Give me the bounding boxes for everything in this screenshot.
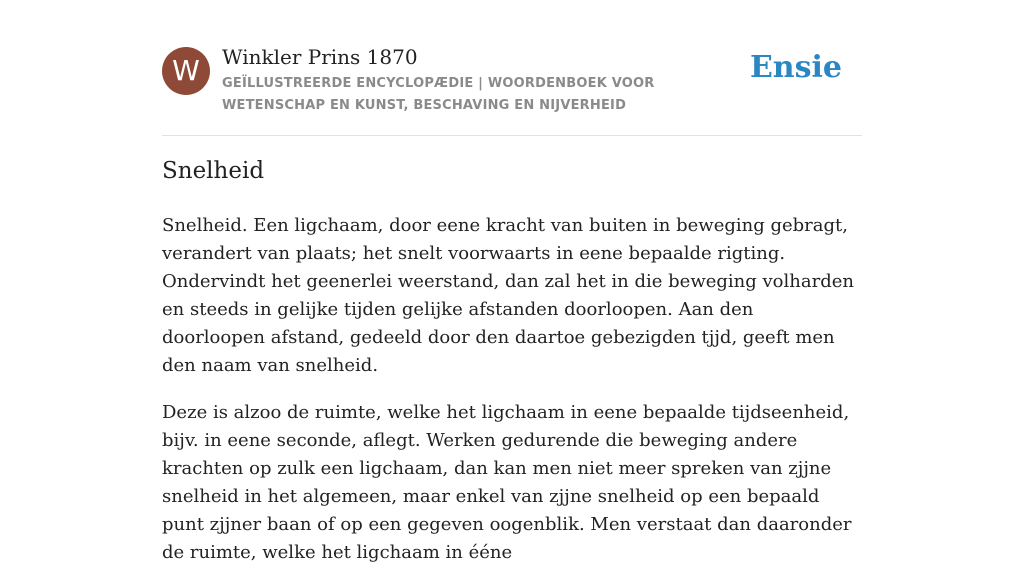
source-title-link[interactable]: Winkler Prins 1870 (222, 45, 418, 69)
source-subtitle: GEÏLLUSTREERDE ENCYCLOPÆDIE | WOORDENBOEK VOOR WETENSCHAP EN KUNST, BESCHAVING EN NIJVERHEID (222, 76, 655, 113)
article-paragraph: Deze is alzoo de ruimte, welke het ligchaam in eene bepaalde tijdseenheid, bijv. in eene seconde, aflegt. Werken gedurende die beweging andere krachten op zulk een ligchaam, dan kan men niet meer spreken van zjjne snelheid in het algemeen, maar enkel van zjjne snelheid op een bepaald punt zjjner baan of op een gegeven oogenblik. Men verstaat dan daaronder de ruimte, welke het ligchaam in ééne (162, 402, 852, 563)
article-body (162, 212, 862, 586)
source-avatar[interactable]: W (162, 47, 210, 95)
ensie-logo[interactable]: Ensie (749, 50, 842, 85)
source-header (162, 0, 862, 136)
article-title: Snelheid (162, 158, 265, 184)
article-paragraph: Snelheid. Een ligchaam, door eene kracht van buiten in beweging gebragt, verandert van plaats; het snelt voorwaarts in eene bepaalde rigting. Ondervindt het geenerlei weerstand, dan zal het in die beweging volharden en steeds in gelijke tijden gelijke afstanden doorloopen. Aan den doorloopen afstand, gedeeld door den daartoe gebezigden tjjd, geeft men den naam van snelheid. (162, 215, 854, 376)
page-container (162, 0, 862, 563)
